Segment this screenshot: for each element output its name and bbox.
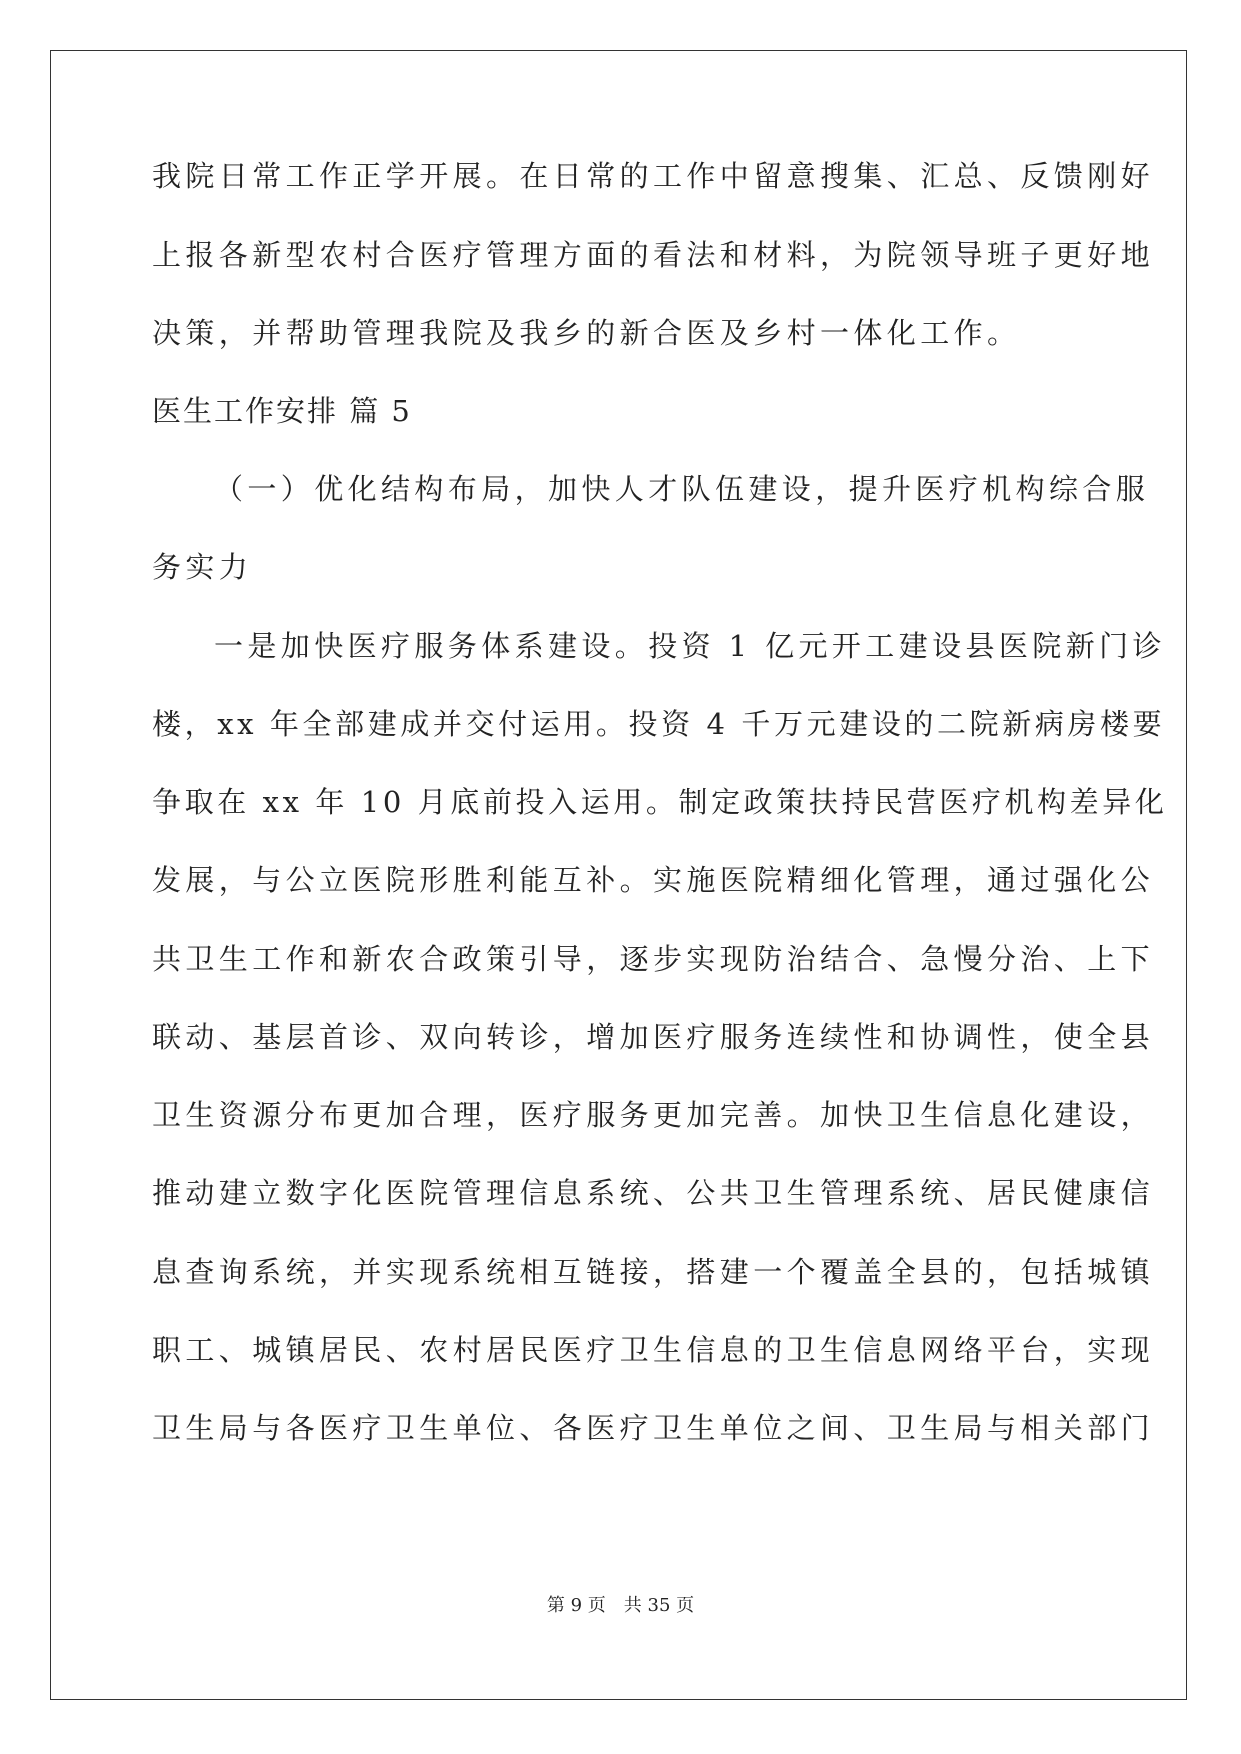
body-line: 推动建立数字化医院管理信息系统、公共卫生管理系统、居民健康信 bbox=[152, 1176, 1155, 1210]
body-line: 职工、城镇居民、农村居民医疗卫生信息的卫生信息网络平台，实现 bbox=[152, 1333, 1155, 1367]
body-line: 联动、基层首诊、双向转诊，增加医疗服务连续性和协调性，使全县 bbox=[152, 1020, 1155, 1054]
body-line: 卫生局与各医疗卫生单位、各医疗卫生单位之间、卫生局与相关部门 bbox=[152, 1411, 1155, 1445]
body-line: 上报各新型农村合医疗管理方面的看法和材料，为院领导班子更好地 bbox=[152, 238, 1155, 272]
body-line: 决策，并帮助管理我院及我乡的新合医及乡村一体化工作。 bbox=[152, 316, 1021, 350]
page-number: 第 9 页 bbox=[546, 1595, 606, 1616]
body-line: 争取在 xx 年 10 月底前投入运用。制定政策扶持民营医疗机构差异化 bbox=[152, 785, 1168, 819]
body-line: （一）优化结构布局，加快人才队伍建设，提升医疗机构综合服 bbox=[214, 472, 1150, 506]
section-heading: 医生工作安排 篇 5 bbox=[152, 394, 412, 428]
page-total: 共 35 页 bbox=[623, 1595, 695, 1616]
body-line: 共卫生工作和新农合政策引导，逐步实现防治结合、急慢分治、上下 bbox=[152, 942, 1155, 976]
body-line: 息查询系统，并实现系统相互链接，搭建一个覆盖全县的，包括城镇 bbox=[152, 1255, 1155, 1289]
body-line: 我院日常工作正学开展。在日常的工作中留意搜集、汇总、反馈刚好 bbox=[152, 159, 1155, 193]
body-line: 务实力 bbox=[152, 550, 253, 584]
page-footer bbox=[0, 1594, 1241, 1618]
body-line: 一是加快医疗服务体系建设。投资 1 亿元开工建设县医院新门诊 bbox=[214, 629, 1166, 663]
body-line: 发展，与公立医院形胜利能互补。实施医院精细化管理，通过强化公 bbox=[152, 863, 1155, 897]
body-line: 楼，xx 年全部建成并交付运用。投资 4 千万元建设的二院新病房楼要 bbox=[152, 707, 1166, 741]
body-line: 卫生资源分布更加合理，医疗服务更加完善。加快卫生信息化建设， bbox=[152, 1098, 1155, 1132]
